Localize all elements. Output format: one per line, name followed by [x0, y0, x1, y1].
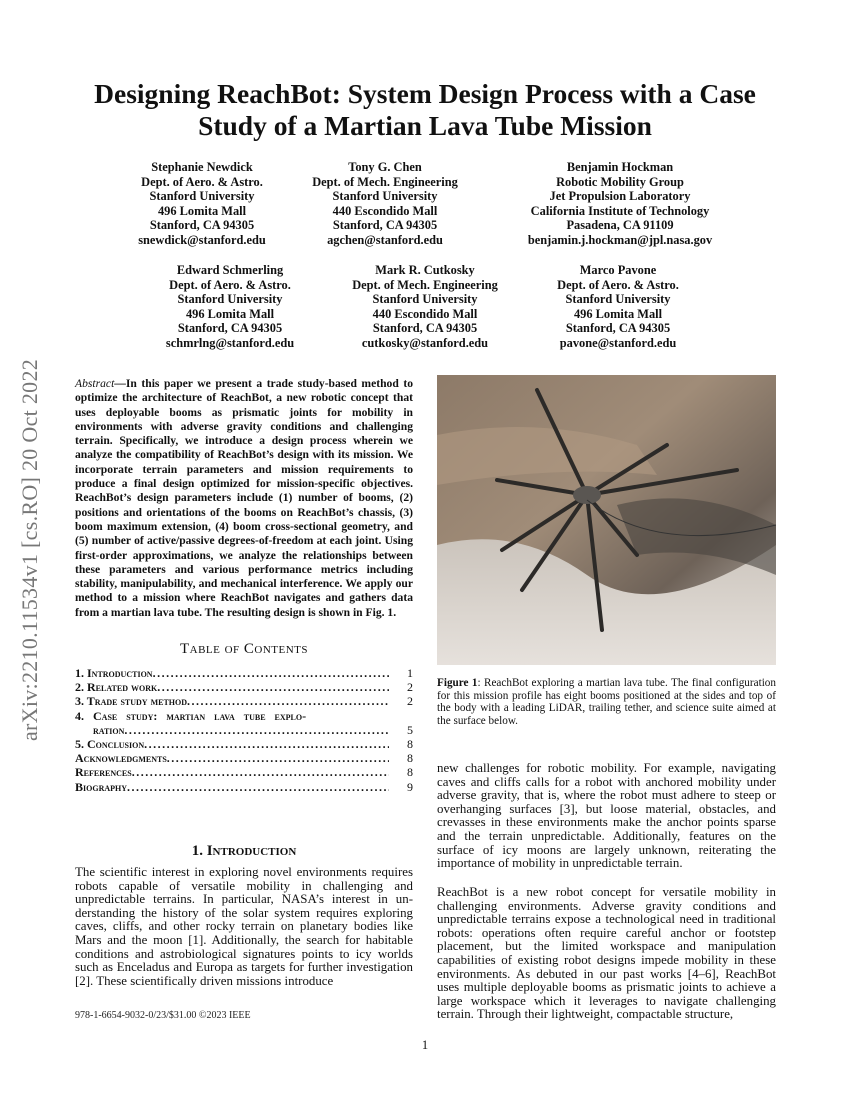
toc-page-number: 2 — [407, 680, 413, 695]
arxiv-sidebar — [10, 290, 50, 810]
arxiv-id: arXiv:2210.11534v1 [cs.RO] 20 Oct 2022 — [17, 358, 42, 742]
toc-item-label: ration — [93, 722, 125, 737]
affiliation-line: 496 Lomita Mall — [185, 306, 275, 321]
affiliation-line: California Institute of Technology — [530, 203, 710, 218]
author-name: Mark R. Cutkosky — [375, 263, 475, 277]
affiliation-line: Stanford, CA 94305 — [332, 218, 438, 233]
toc-page-number: 1 — [407, 666, 413, 680]
author-email[interactable]: cutkosky@stanford.edu — [361, 335, 489, 350]
toc-item-label[interactable]: 4. Case study: martian lava tube explo- — [75, 708, 307, 723]
affiliation-line: Dept. of Mech. Engineering — [312, 174, 458, 189]
toc-item[interactable] — [75, 780, 413, 794]
affiliation-line: Robotic Mobility Group — [556, 174, 684, 189]
affiliation-line: Stanford University — [149, 189, 255, 204]
toc-item[interactable] — [75, 680, 413, 694]
toc-page-number: 8 — [407, 765, 413, 780]
author-email[interactable]: snewdick@stanford.edu — [138, 232, 266, 247]
author-email[interactable]: benjamin.j.hockman@jpl.nasa.gov — [527, 232, 713, 247]
toc-item-label: Acknowledgments — [75, 751, 167, 766]
toc-item[interactable] — [75, 737, 413, 751]
toc-page-number: 9 — [407, 779, 413, 794]
author-name: Marco Pavone — [579, 263, 657, 277]
toc-page-number: 2 — [407, 694, 413, 709]
author-affiliation — [255, 160, 515, 248]
affiliation-line: 440 Escondido Mall — [332, 203, 438, 218]
affiliation-line: 496 Lomita Mall — [573, 306, 663, 321]
toc-item-label: 3. Trade study method — [75, 694, 188, 709]
toc-leader-dots — [167, 751, 389, 765]
author-name: Edward Schmerling — [176, 263, 284, 277]
toc-leader-dots — [144, 737, 389, 751]
abstract: Abstract—In this paper we present a trade study-based method to optimize the architecture of ReachBot, a new robotic concept that uses deployable booms as prismatic joints for mobility in environments with adverse gravity conditions and challenging terrain. Specifically, we introduce a design process wherein we analyze the compatibility of ReachBot’s design with its mission. We incorporate terrain parameters and mission requirements to produce a final design optimized for mission-specific objectives. ReachBot’s design parameters include (1) number of booms, (2) positions and orientations of the booms on ReachBot’s chassis, (3) boom maximum extension, (4) boom cross-sectional geometry, and (5) number of active/passive degrees-of-freedom at each joint. Using first-order approximations, we analyze the relationships between these parameters and various performance metrics including stability, manipulability, and mechanical interference. We apply our method to a mission where ReachBot navigates and gathers data from a martian lava tube. The resulting design is shown in Fig. 1. — [75, 377, 413, 619]
toc-leader-dots — [157, 680, 389, 694]
toc-leader-dots — [132, 765, 389, 779]
affiliation-line: Stanford, CA 94305 — [372, 321, 478, 336]
affiliation-line: Stanford, CA 94305 — [177, 321, 283, 336]
figure-1-caption: Figure 1: ReachBot exploring a martian lava tube. The final configuration for this mission profile has eight booms positioned at the sides and top of the body with a leading LiDAR, trailing tether, and science suite aimed at the surface below. — [437, 677, 776, 727]
toc-item[interactable] — [75, 751, 413, 765]
author-affiliation — [488, 263, 748, 351]
affiliation-line: 440 Escondido Mall — [372, 306, 478, 321]
toc-item-label: 5. Conclusion — [75, 737, 145, 752]
affiliation-line: Stanford University — [372, 292, 478, 307]
affiliation-line: Dept. of Aero. & Astro. — [557, 277, 679, 292]
affiliation-line: Stanford University — [565, 292, 671, 307]
author-name: Stephanie Newdick — [151, 160, 253, 174]
affiliation-line: Dept. of Mech. Engineering — [352, 277, 498, 292]
affiliation-line: Jet Propulsion Laboratory — [549, 189, 691, 204]
affiliation-line: Stanford, CA 94305 — [149, 218, 255, 233]
toc-page-number: 8 — [407, 737, 413, 752]
toc-leader-dots — [187, 694, 389, 708]
affiliation-line: Dept. of Aero. & Astro. — [141, 174, 263, 189]
author-email[interactable]: schmrlng@stanford.edu — [165, 335, 295, 350]
intro-paragraph: The scientific interest in exploring novel environments requires robots capable of versatile mobility in challenging and unpredictable terrains. In particular, NASA’s interest in understanding the history of the solar system requires exploring caves, cliffs, and other rocky terrain on planetary bodies like Mars and the moon [1]. Additionally, the search for habitable conditions and astrobiological signatures points to icy worlds such as Enceladus and Europa as targets for further investigation [2]. These scientifically driven missions introduce — [75, 865, 413, 988]
toc-leader-dots — [124, 723, 389, 737]
toc-item[interactable] — [75, 723, 413, 737]
author-name: Benjamin Hockman — [566, 160, 674, 174]
toc-item-label: 2. Related work — [75, 680, 158, 695]
section-heading-introduction: 1. Introduction — [191, 843, 297, 859]
author-email[interactable]: agchen@stanford.edu — [327, 232, 443, 247]
toc-item[interactable] — [75, 694, 413, 708]
affiliation-line: Stanford University — [332, 189, 438, 204]
toc-leader-dots — [153, 666, 389, 680]
toc-item[interactable] — [75, 666, 413, 680]
table-of-contents — [75, 666, 413, 794]
author-name: Tony G. Chen — [348, 160, 422, 174]
toc-page-number: 8 — [407, 751, 413, 766]
author-email[interactable]: pavone@stanford.edu — [559, 335, 677, 350]
toc-page-number: 5 — [407, 722, 413, 737]
affiliation-line: Pasadena, CA 91109 — [566, 218, 674, 233]
toc-item[interactable] — [75, 765, 413, 779]
toc-item-label: 1. Introduction — [75, 666, 153, 680]
paper-title: Designing ReachBot: System Design Process with a Case Study of a Martian Lava Tube Mission — [94, 78, 756, 141]
page-number: 1 — [421, 1038, 429, 1052]
affiliation-line: Stanford, CA 94305 — [565, 321, 671, 336]
body-paragraph: new challenges for robotic mobility. For example, navigating caves and cliffs calls for a robot with anchored mobility under adverse gravity, that is, where the robot must adhere to steep or overhanging surfaces [3], but loose material, obstacles, and crevasses in these environments make the anchor points sparse and the terrain unpredictable. Additionally, features on the surface of icy moons are largely unknown, reiterating the importance of mobility in unpredictable terrain. — [437, 761, 776, 871]
affiliation-line: Dept. of Aero. & Astro. — [169, 277, 291, 292]
toc-item-label: References — [75, 765, 132, 780]
author-affiliation — [490, 160, 750, 248]
body-paragraph: ReachBot is a new robot concept for versatile mobility in challenging environments. Adverse gravity conditions and unpredictable terrains expose a technological need in traditional robots: operations often require careful anchor or footstep placement, but the limited workspace and manipulation capabilities of existing robot designs impede mobility in these environments. As debuted in our past works [4–6], ReachBot uses multiple deployable booms as prismatic joints to achieve a large workspace which it leverages to navigate challenging terrain. Through their lightweight, compactable structure, — [437, 885, 776, 1022]
affiliation-line: Stanford University — [177, 292, 283, 307]
figure-1-image — [437, 375, 776, 665]
footer-isbn: 978-1-6654-9032-0/23/$31.00 ©2023 IEEE — [75, 1010, 251, 1021]
toc-leader-dots — [127, 780, 389, 794]
toc-heading: Table of Contents — [179, 641, 309, 657]
toc-item-label: Biography — [75, 779, 128, 794]
affiliation-line: 496 Lomita Mall — [157, 203, 247, 218]
